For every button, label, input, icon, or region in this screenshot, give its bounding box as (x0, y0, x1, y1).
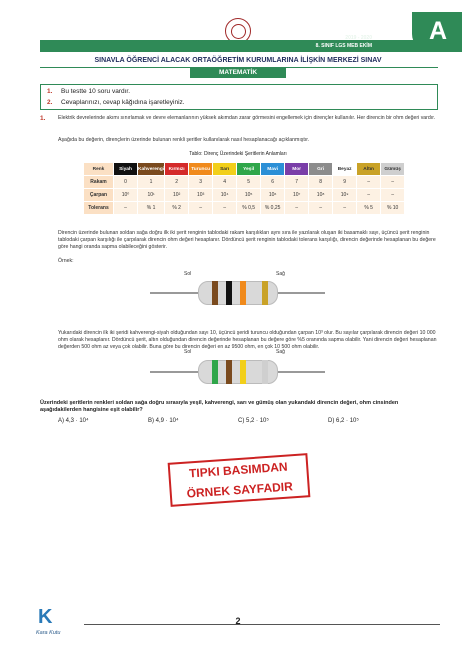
publisher-logo-icon: K (38, 606, 53, 628)
table-cell: – (381, 176, 405, 189)
table-cell: – (114, 202, 138, 215)
band-2 (226, 281, 232, 305)
option-d[interactable]: D) 6,2 · 10⁵ (328, 418, 359, 424)
instructions-box (40, 84, 438, 110)
table-cell: 10⁷ (285, 189, 309, 202)
table-cell: 10² (165, 189, 189, 202)
table-cell: 10⁹ (333, 189, 357, 202)
color-header-cell: Yeşil (237, 163, 261, 176)
table-cell: 1 (138, 176, 165, 189)
table-cell: 9 (333, 176, 357, 189)
option-b[interactable]: B) 4,9 · 10⁴ (148, 418, 179, 424)
table-cell: % 1 (138, 202, 165, 215)
band-3 (240, 360, 246, 384)
left-label: Sol (184, 349, 192, 355)
explanation-text: Direncin üzerinde bulunan soldan sağa doğru ilk iki şerit renginin tablodaki rakam karşılıkları aynı sıra ile yazılarak oluşan iki basamaklı sayı, üçüncü şerit renginin tablodaki çarpan karşılığı ile çarpılarak direncin ohm değeri hesaplanır. Dördüncü şerit renginin tablodaki tolerans karşılığı, direncin değerinde hesaplanan bu değere göre hangi oranda sapma olabileceğini gösterir. (58, 230, 436, 250)
table-cell: – (213, 202, 237, 215)
table-cell: 6 (261, 176, 285, 189)
color-header-cell: Gri (309, 163, 333, 176)
color-header-cell: Sarı (213, 163, 237, 176)
band-1 (212, 360, 218, 384)
publisher-name: Kara Kutu (36, 630, 61, 636)
table-cell: – (309, 202, 333, 215)
table-header-label: Renk (84, 163, 114, 176)
table-row (84, 176, 405, 189)
table-cell: 3 (189, 176, 213, 189)
sample-page-stamp (168, 453, 311, 507)
instruction-item: 2. Cevaplarınızı, cevap kâğıdına işaretleyiniz. (47, 99, 185, 106)
table-cell: 2 (165, 176, 189, 189)
example-label: Örnek: (58, 258, 74, 264)
table-cell: % 10 (381, 202, 405, 215)
table-cell: 10⁰ (114, 189, 138, 202)
booklet-badge (412, 12, 462, 52)
exam-year: 2019 - 2020 (345, 35, 372, 41)
left-label: Sol (184, 271, 192, 277)
question-number: 1. (40, 115, 46, 122)
table-cell: 7 (285, 176, 309, 189)
booklet-letter: A (429, 17, 448, 45)
example-text: Yukarıdaki direncin ilk iki şeridi kahverengi-siyah olduğundan sayı 10, üçüncü şeridi turuncu olduğundan çarpan 10³ olur. Bu sayılar çarpılarak direncin değeri 10 000 ohm olarak hesaplanır. Dördüncü şerit, altın olduğundan direncin değerinde hesaplanan bu değere göre %5 oranında sapma olabilir. Yani direncin değeri hesaplanan değerden 500 ohm az veya çok olabilir. Buna göre bu direncin değeri en az 9500 ohm, en çok 10 500 ohm olabilir. (58, 330, 437, 350)
band-2 (226, 360, 232, 384)
table-cell: % 5 (357, 202, 381, 215)
row-label: Tolerans (84, 202, 114, 215)
table-cell: – (357, 176, 381, 189)
color-header-cell: Siyah (114, 163, 138, 176)
stamp-line-2: ÖRNEK SAYFADIR (186, 479, 294, 501)
table-cell: 10⁸ (309, 189, 333, 202)
example-resistor (150, 278, 325, 308)
table-cell: – (381, 189, 405, 202)
table-cell: 4 (213, 176, 237, 189)
table-row (84, 202, 405, 215)
table-cell: – (333, 202, 357, 215)
table-cell: – (285, 202, 309, 215)
right-label: Sağ (276, 349, 285, 355)
color-header-cell: Kahverengi (138, 163, 165, 176)
table-cell: 10³ (189, 189, 213, 202)
question-prompt: Üzerindeki şeritlerin renkleri soldan sağa doğru sırasıyla yeşil, kahverengi, sarı ve gümüş olan yukarıdaki direncin değeri, ohm cinsinden aşağıdakilerden hangisine eşit olabilir? (40, 400, 399, 413)
table-cell: 10⁶ (261, 189, 285, 202)
table-cell: 10¹ (138, 189, 165, 202)
table-cell: – (357, 189, 381, 202)
color-header-cell: Mavi (261, 163, 285, 176)
page-number: 2 (235, 616, 241, 626)
question-intro-2: Aşağıda bu değerin, dirençlerin üzerinde bulunan renkli şeritler kullanılarak nasıl hesaplanacağı açıklanmıştır. (58, 137, 310, 143)
color-header-cell: Turuncu (189, 163, 213, 176)
table-cell: 10⁵ (237, 189, 261, 202)
table-cell: % 2 (165, 202, 189, 215)
color-code-table (83, 162, 405, 215)
option-c[interactable]: C) 5,2 · 10⁵ (238, 418, 269, 424)
stamp-line-1: TIPKI BASIMDAN (188, 459, 288, 481)
table-cell: 0 (114, 176, 138, 189)
table-header-row (84, 163, 405, 176)
color-header-cell: Gümüş (381, 163, 405, 176)
table-cell: – (189, 202, 213, 215)
row-label: Çarpan (84, 189, 114, 202)
question-intro: Elektrik devrelerinde akımı sınırlamak ve devre elemanlarının yüksek akımdan zarar görmesini engellemek için dirençler kullanılır. Her direncin bir ohm değeri vardır. (58, 115, 436, 121)
band-4 (262, 281, 268, 305)
table-caption: Tablo: Direnç Üzerindeki Şeritlerin Anlamları (189, 151, 287, 157)
color-header-cell: Altın (357, 163, 381, 176)
table-cell: % 0,25 (261, 202, 285, 215)
exam-grade: 8. SINIF LGS MEB EKİM (315, 43, 372, 49)
question-resistor (150, 357, 325, 387)
table-cell: 10⁴ (213, 189, 237, 202)
exam-title: SINAVLA ÖĞRENCİ ALACAK ORTAÖĞRETİM KURUMLARINA İLİŞKİN MERKEZİ SINAV (94, 57, 382, 64)
band-1 (212, 281, 218, 305)
table-cell: 5 (237, 176, 261, 189)
table-cell: 8 (309, 176, 333, 189)
option-a[interactable]: A) 4,3 · 10⁴ (58, 418, 89, 424)
instruction-item: 1. Bu testte 10 soru vardır. (47, 88, 131, 95)
header-band (40, 40, 438, 52)
band-3 (240, 281, 246, 305)
table-cell: % 0,5 (237, 202, 261, 215)
band-4 (262, 360, 268, 384)
subject-label: MATEMATİK (190, 68, 286, 78)
color-header-cell: Mor (285, 163, 309, 176)
table-row (84, 189, 405, 202)
color-header-cell: Kırmızı (165, 163, 189, 176)
row-label: Rakam (84, 176, 114, 189)
color-header-cell: Beyaz (333, 163, 357, 176)
right-label: Sağ (276, 271, 285, 277)
